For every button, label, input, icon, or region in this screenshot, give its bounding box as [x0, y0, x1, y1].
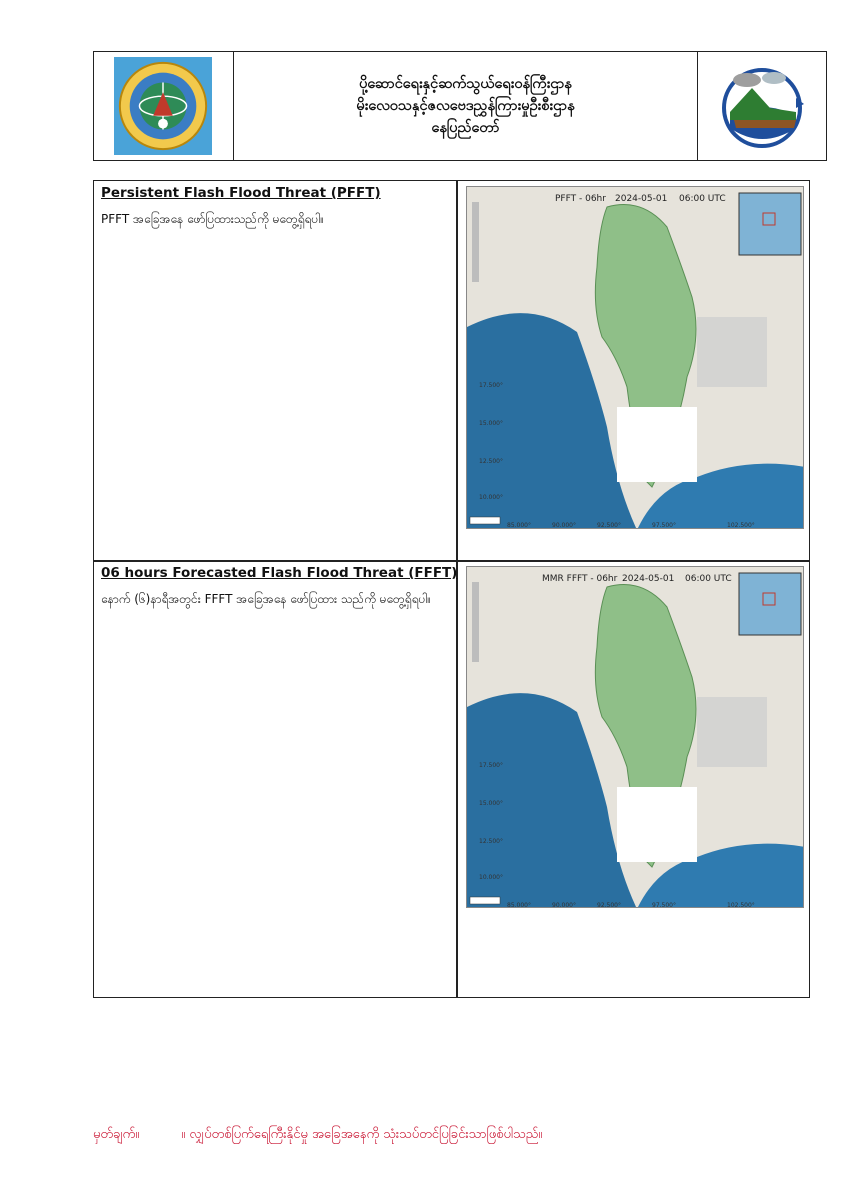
lat-label: 10.000°: [479, 494, 503, 501]
lon-label: 90.000°: [552, 902, 576, 908]
lat-label: 12.500°: [479, 458, 503, 465]
ffft-map-date: 2024-05-01: [622, 574, 675, 584]
ffft-map-title: MMR FFFT - 06hr: [542, 574, 618, 584]
ffft-title: 06 hours Forecasted Flash Flood Threat (FFFT): [101, 565, 458, 581]
pfft-map-title: PFFT - 06hr: [555, 194, 606, 204]
pfft-map: [466, 186, 804, 529]
lon-label: 90.000°: [552, 522, 576, 529]
footer-text: ။ လျှပ်တစ်ပြက်ရေကြီးနိုင်မှု အခြေအနေကို သုံးသပ်တင်ပြခြင်းသာဖြစ်ပါသည်။: [181, 1127, 543, 1142]
lat-label: 12.500°: [479, 838, 503, 845]
lon-label: 97.500°: [652, 522, 676, 529]
lon-label: 97.500°: [652, 902, 676, 908]
ministry-name: ပို့ဆောင်ရေးနှင့်ဆက်သွယ်ရေးဝန်ကြီးဌာန: [359, 76, 572, 92]
lat-label: 15.000°: [479, 420, 503, 427]
lon-label: 102.500°: [727, 902, 755, 908]
lat-label: 17.500°: [479, 762, 503, 769]
lon-label: 92.500°: [597, 522, 621, 529]
ffft-text: နောက် (၆)နာရီအတွင်း FFFT အခြေအနေ ဖော်ပြထား သည်ကို မတွေ့ရှိရပါ။: [101, 592, 432, 606]
lon-label: 85.000°: [507, 902, 531, 908]
lon-label: 92.500°: [597, 902, 621, 908]
department-name: မိုးလေဝသနှင့်ဇလဗေဒညွှန်ကြားမှုဦးစီးဌာန: [356, 98, 575, 114]
column-divider: [456, 181, 458, 997]
right-logo-cell: [698, 52, 826, 160]
header-title-cell: [234, 52, 699, 160]
lat-label: 15.000°: [479, 800, 503, 807]
lat-label: 10.000°: [479, 874, 503, 881]
pfft-title: Persistent Flash Flood Threat (PFFT): [101, 185, 381, 201]
lon-label: 102.500°: [727, 522, 755, 529]
city-name: နေပြည်တော်: [431, 120, 500, 136]
footer-note: [93, 1126, 580, 1145]
lon-label: 85.000°: [507, 522, 531, 529]
pfft-map-date: 2024-05-01: [615, 194, 668, 204]
footer-label: မှတ်ချက်။: [93, 1127, 140, 1142]
left-logo-cell: [94, 52, 234, 160]
threat-table: [93, 180, 810, 998]
ministry-emblem-icon: [114, 57, 212, 155]
row-divider: [94, 560, 809, 562]
lat-label: 17.500°: [479, 382, 503, 389]
ffft-map: [466, 566, 804, 908]
pfft-text: PFFT အခြေအနေ ဖော်ပြထားသည်ကို မတွေ့ရှိရပါ။: [101, 212, 324, 226]
document-header: [93, 51, 827, 161]
pfft-map-time: 06:00 UTC: [679, 194, 726, 204]
hydrological-cycle-icon: [712, 58, 812, 154]
ffft-map-time: 06:00 UTC: [685, 574, 732, 584]
